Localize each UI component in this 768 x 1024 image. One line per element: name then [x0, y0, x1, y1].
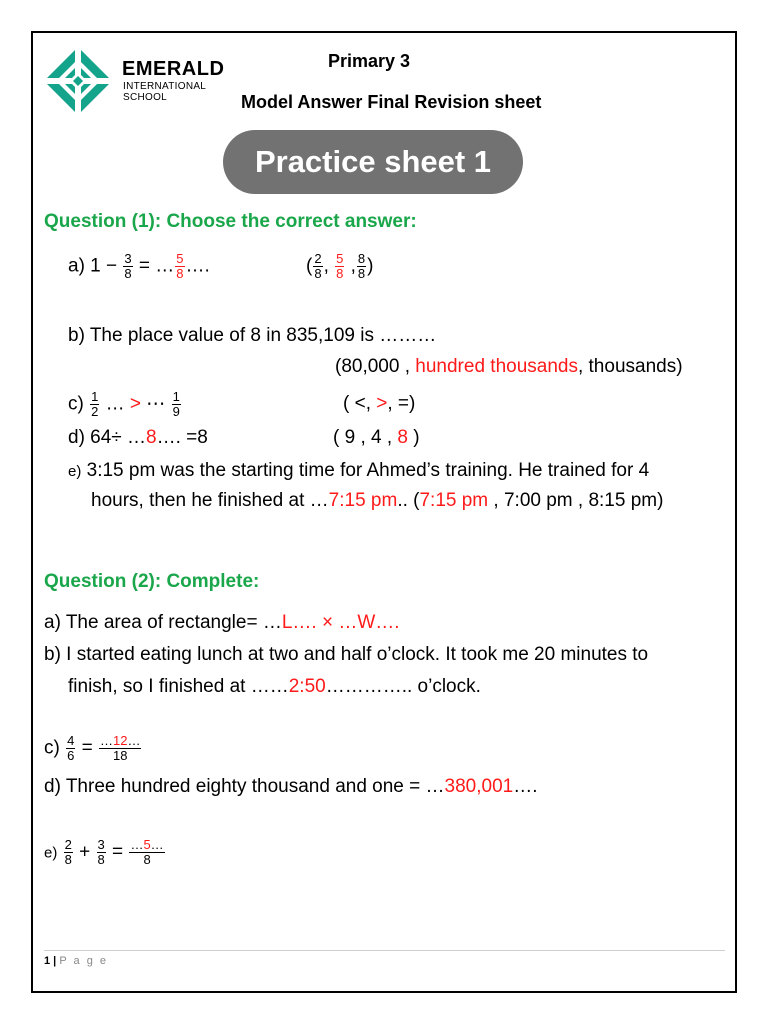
- q1-d-line: [68, 427, 208, 449]
- practice-title-badge: [223, 130, 523, 194]
- denominator: 6: [67, 748, 75, 763]
- sheet-subtitle: Model Answer Final Revision sheet: [241, 92, 542, 112]
- page-number: 1: [44, 955, 51, 967]
- q2-a-text: a) The area of rectangle= …: [44, 612, 282, 633]
- denominator: 18: [99, 748, 141, 763]
- answer-text: 8: [146, 427, 157, 448]
- school-sub-international: INTERNATIONAL: [123, 81, 207, 92]
- denominator: 2: [91, 404, 99, 419]
- q1-c-line: [68, 390, 182, 419]
- q1-c-options: [343, 393, 415, 415]
- fraction: [172, 390, 181, 419]
- q1-a-prefix: a) 1 −: [68, 255, 118, 277]
- dots: …: [100, 733, 114, 748]
- q1-a-tail: ….: [185, 255, 210, 277]
- answer-text: >: [129, 393, 142, 415]
- page-word: P a g e: [59, 955, 108, 967]
- fraction: [64, 838, 73, 867]
- q2-c-prefix: c): [44, 737, 60, 759]
- denominator: 8: [357, 266, 366, 281]
- q1-b-options: [335, 356, 683, 378]
- q1-d-tail: …. =8: [156, 427, 208, 448]
- equals: =: [81, 737, 93, 759]
- q1-e-text: hours, then he finished at …: [91, 490, 329, 511]
- option-text: ): [408, 427, 420, 448]
- q1-b-question: b) The place value of 8 in 835,109 is ………: [68, 325, 437, 346]
- q2-d-text: d) Three hundred eighty thousand and one = …: [44, 776, 445, 797]
- numerator: 4: [67, 733, 75, 748]
- q1-d-options: [333, 427, 420, 449]
- answer-text: 7:15 pm: [419, 490, 489, 511]
- numerator: 5: [336, 251, 344, 266]
- denominator: 8: [97, 852, 105, 867]
- option-text: ( 9 , 4 ,: [333, 427, 398, 448]
- fraction: [123, 252, 132, 281]
- school-sub-school: SCHOOL: [123, 92, 168, 103]
- fraction: [66, 734, 75, 763]
- answer-text: >: [376, 393, 388, 414]
- q2-d-line: [44, 776, 538, 798]
- answer-text: L…. × …W….: [281, 612, 400, 633]
- q1-e-text: 3:15 pm was the starting time for Ahmed’s training. He trained for 4: [86, 460, 650, 481]
- numerator: 2: [314, 251, 322, 266]
- answer-text: 2:50: [288, 676, 326, 697]
- school-logo: [42, 45, 114, 117]
- answer-text: hundred thousands: [415, 356, 578, 377]
- denominator: 8: [64, 852, 72, 867]
- numerator: 1: [91, 389, 99, 404]
- denominator: 8: [129, 852, 164, 867]
- q1-e-text: .. (: [397, 490, 420, 511]
- q1-d-prefix: d) 64÷ …: [68, 427, 147, 448]
- denominator: 8: [124, 266, 132, 281]
- denominator: 8: [314, 266, 322, 281]
- fraction: [90, 390, 99, 419]
- option-text: , 7:00 pm , 8:15 pm): [488, 490, 664, 511]
- numerator: 8: [357, 251, 366, 266]
- q1-a-options: ( $\frac{2}{8}$ , $\frac{5}{8}$ , $\frac{8}{8}$ ): [306, 251, 374, 281]
- practice-title: Practice sheet 1: [254, 144, 492, 179]
- dots: …: [150, 837, 164, 852]
- numerator: 3: [97, 837, 105, 852]
- q2-d-text: ….: [513, 776, 538, 797]
- dots: …: [127, 733, 141, 748]
- footer-separator: |: [50, 955, 60, 967]
- q2-e-prefix: e): [44, 844, 58, 862]
- denominator: 8: [336, 266, 344, 281]
- denominator: 9: [172, 404, 180, 419]
- numerator: 3: [124, 251, 132, 266]
- q2-b-text: finish, so I finished at ……: [68, 676, 289, 697]
- answer-fraction: [175, 252, 184, 281]
- q2-b-line2: [68, 676, 481, 698]
- q2-a-line: [44, 612, 400, 634]
- option-fraction: [357, 252, 366, 281]
- dots: …: [130, 837, 144, 852]
- plus-sign: +: [79, 841, 91, 863]
- question-1-title: Question (1): Choose the correct answer:: [44, 211, 417, 232]
- dots: …: [100, 393, 130, 415]
- q1-c-prefix: c): [68, 393, 84, 415]
- numerator: 1: [172, 389, 180, 404]
- answer-text: 8: [397, 427, 408, 448]
- answer-fraction: [99, 734, 141, 763]
- answer-fraction: [129, 838, 164, 867]
- answer-text: 12: [113, 733, 128, 748]
- answer-text: 7:15 pm: [328, 490, 398, 511]
- school-name: EMERALD: [122, 58, 225, 80]
- q2-e-line: [44, 838, 166, 867]
- q1-a-line: [68, 252, 210, 281]
- fraction: [97, 838, 106, 867]
- question-2-title: Question (2): Complete:: [44, 571, 260, 592]
- q2-b-text: ………….. o’clock.: [325, 676, 481, 697]
- q1-e-line1: [68, 460, 649, 482]
- option-text: , thousands): [577, 356, 683, 377]
- footer-divider: [44, 950, 725, 951]
- page-footer: [44, 955, 108, 967]
- option-text: ( <,: [343, 393, 377, 414]
- answer-option-fraction: [335, 252, 344, 281]
- q2-b-line1: b) I started eating lunch at two and half o’clock. It took me 20 minutes to: [44, 644, 649, 665]
- numerator: 5: [176, 251, 184, 266]
- q1-a-eq: = …: [138, 255, 175, 277]
- answer-text: 380,001: [444, 776, 514, 797]
- q2-c-line: [44, 734, 142, 763]
- denominator: 8: [176, 266, 184, 281]
- option-text: , =): [387, 393, 416, 414]
- q1-e-line2: [91, 490, 663, 512]
- numerator: 2: [64, 837, 72, 852]
- dots: ⋯: [141, 393, 166, 415]
- option-fraction: [313, 252, 322, 281]
- grade-heading: Primary 3: [328, 51, 411, 71]
- answer-text: 5: [143, 837, 151, 852]
- q1-e-label: e): [68, 463, 82, 480]
- option-text: (80,000 ,: [335, 356, 416, 377]
- equals: =: [112, 841, 124, 863]
